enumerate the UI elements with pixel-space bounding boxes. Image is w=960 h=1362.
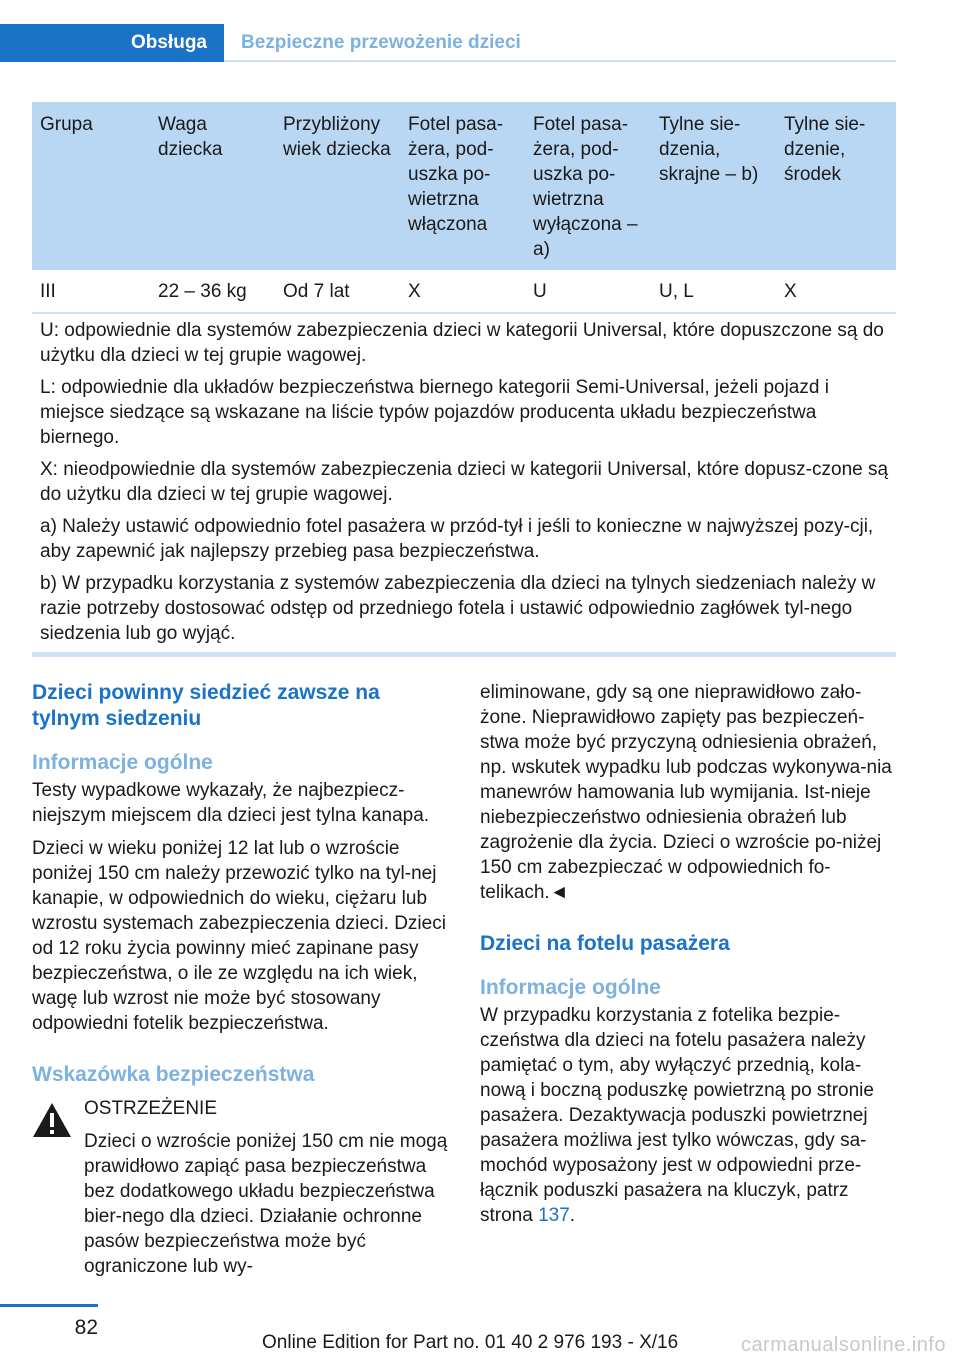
subheading-safety-note: Wskazówka bezpieczeństwa <box>32 1063 315 1086</box>
warning-text <box>84 1129 448 1279</box>
table-cell: X <box>776 270 896 313</box>
warning-triangle-icon <box>32 1102 72 1138</box>
paragraph: eliminowane, gdy są one nieprawidłowo zało-żone. Nieprawidłowo zapięty pas bezpieczeń-stwa może być przyczyną odniesienia obrażeń, np. wskutek wypadku lub podczas wykonywa-nia manewrów hamowania lub wymijania. Ist-nieje niebezpieczeństwo odniesienia obrażeń lub zagrożenie dla życia. Dzieci o wzroście po-niżej 150 cm zabezpieczać w odpowiednich fo-telikach.◄ <box>480 682 892 903</box>
child-seat-table <box>32 102 896 314</box>
paragraph <box>480 1003 896 1228</box>
page-link[interactable]: 137 <box>538 1205 570 1226</box>
page-number: 82 <box>74 1316 98 1339</box>
header-rule <box>224 60 896 62</box>
notes-rule <box>32 652 896 657</box>
header-age: Przybliżony wiek dziecka <box>275 102 400 270</box>
warning-label: OSTRZEŻENIE <box>84 1098 218 1119</box>
section-heading: Dzieci powinny siedzieć zawsze na tylnym siedzeniu <box>32 681 380 730</box>
note-u: U: odpowiednie dla systemów zabezpieczenia dzieci w kategorii Universal, które dopuszczone są do użytku dla dzieci w tej grupie wagowej. <box>40 320 884 366</box>
header-rear-middle: Tylne sie-dzenie, środek <box>776 102 896 270</box>
subheading-general-info: Informacje ogólne <box>32 751 213 774</box>
note-l: L: odpowiednie dla układów bezpieczeństwa biernego kategorii Semi-Universal, jeżeli pojazd i miejsce siedzące są wskazane na liście typów pojazdów producenta układu bezpieczeństwa biernego. <box>40 377 829 448</box>
edition-text: Online Edition for Part no. 01 40 2 976 193 - X/16 <box>262 1332 679 1353</box>
paragraph-text: W przypadku korzystania z fotelika bezpie-czeństwa dla dzieci na fotelu pasażera należy pamiętać o tym, aby wyłączyć przednią, kola-nową i boczną poduszkę powietrzną po stronie pasażera. Dezaktywacja poduszki powietrznej pasażera możliwa jest tylko wówczas, gdy sa-mochód wyposażony jest w odpowiedni prze-łącznik poduszki pasażera na kluczyk, patrz strona <box>480 1005 874 1226</box>
header-passenger-airbag-off: Fotel pasa-żera, pod-uszka po-wietrzna wyłączona – a) <box>525 102 651 270</box>
note-b: b) W przypadku korzystania z systemów zabezpieczenia dla dzieci na tylnych siedzeniach należy w razie potrzeby dostosować odstęp od przedniego fotela i ustawić odpowiednio zagłówek tyl-nego siedzenia lub go wyjąć. <box>40 573 876 644</box>
chapter-title: Bezpieczne przewożenie dzieci <box>241 32 521 53</box>
paragraph: Testy wypadkowe wykazały, że najbezpiecz-niejszym miejscem dla dzieci jest tylna kanapa. <box>32 780 430 826</box>
page-header <box>0 24 896 62</box>
header-weight: Waga dziecka <box>150 102 275 270</box>
table-header-row <box>32 102 896 270</box>
table-row <box>32 270 896 313</box>
warning-block <box>32 1096 448 1279</box>
header-passenger-airbag-on: Fotel pasa-żera, pod-uszka po-wietrzna włączona <box>400 102 525 270</box>
paragraph: Dzieci w wieku poniżej 12 lat lub o wzroście poniżej 150 cm należy przewozić tylko na tyl-nej kanapie, w odpowiednich do wieku, ciężaru lub wzrostu systemach zabezpieczenia dzieci. Dzieci od 12 roku życia powinny mieć zapinane pasy bezpieczeństwa, o ile ze względu na ich wiek, wagę lub wzrost nie może być stosowany odpowiedni fotelik bezpieczeństwa. <box>32 838 446 1034</box>
paragraph-end: . <box>569 1205 576 1226</box>
section-tab: Obsługa <box>0 24 224 62</box>
right-column <box>480 680 896 1236</box>
header-group: Grupa <box>32 102 150 270</box>
table-cell: 22 – 36 kg <box>150 270 275 313</box>
footer-rule <box>0 1304 98 1307</box>
warning-text-body: Dzieci o wzroście poniżej 150 cm nie mogą prawidłowo zapiąć pasa bezpieczeństwa bez dodatkowego układu bezpieczeństwa bier-nego dla dzieci. Działanie ochronne pasów bezpieczeństwa może być ograniczone lub wy- <box>84 1131 448 1277</box>
table-cell: X <box>400 270 525 313</box>
note-x: X: nieodpowiednie dla systemów zabezpieczenia dzieci w kategorii Universal, które dopusz-czone są do użytku dla dzieci w tej grupie wagowej. <box>40 459 889 505</box>
watermark: carmanualsonline.info <box>740 1334 946 1356</box>
table-notes <box>40 318 890 653</box>
table-cell: U, L <box>651 270 776 313</box>
left-column <box>32 680 448 1287</box>
note-a: a) Należy ustawić odpowiednio fotel pasażera w przód-tył i jeśli to konieczne w najwyższej pozy-cji, aby zapewnić jak najlepszy przebieg pasa bezpieczeństwa. <box>40 516 874 562</box>
table-cell: Od 7 lat <box>275 270 400 313</box>
subheading-general-info: Informacje ogólne <box>480 976 661 999</box>
header-rear-outer: Tylne sie-dzenia, skrajne – b) <box>651 102 776 270</box>
section-heading: Dzieci na fotelu pasażera <box>480 932 730 955</box>
table-cell: III <box>32 270 150 313</box>
table-cell: U <box>525 270 651 313</box>
